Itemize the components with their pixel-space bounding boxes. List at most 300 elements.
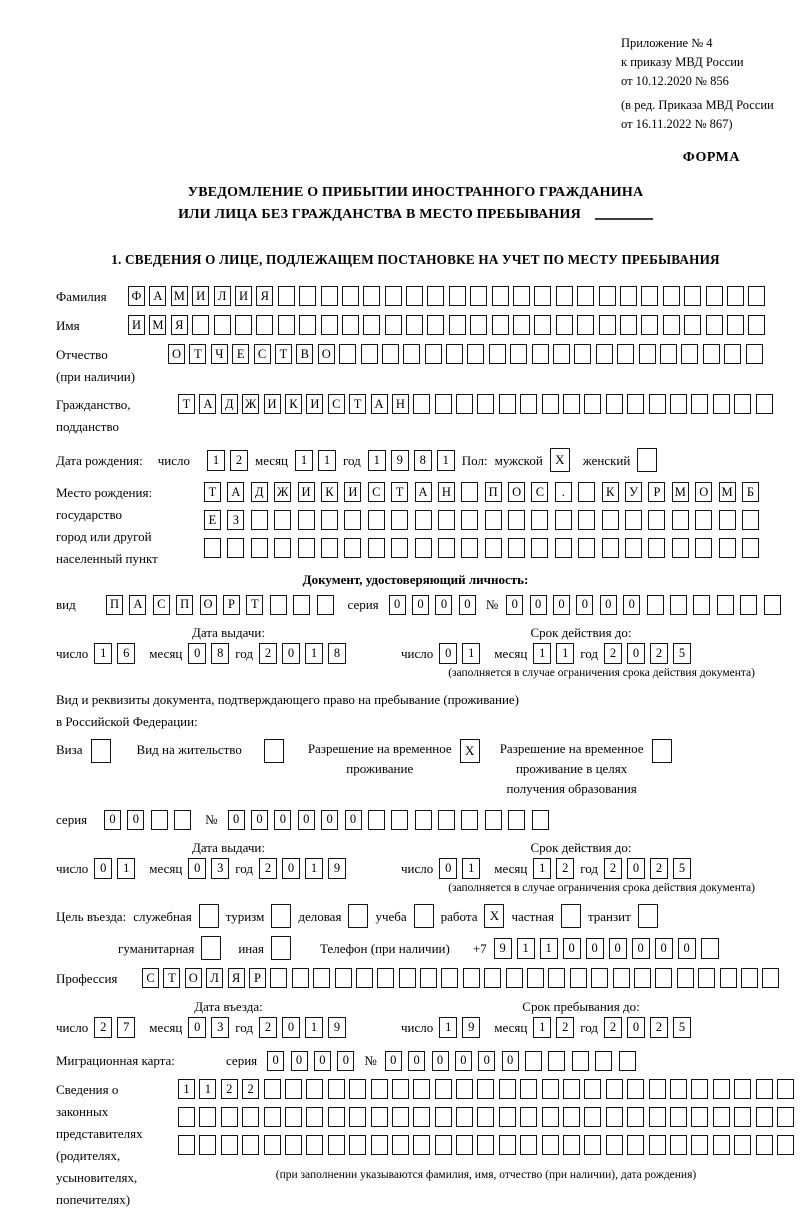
cell[interactable] (684, 286, 701, 306)
cell[interactable]: 0 (502, 1051, 519, 1071)
cell[interactable]: А (129, 595, 146, 615)
cell[interactable]: 8 (414, 450, 432, 471)
cell[interactable] (542, 1135, 559, 1155)
cell[interactable] (756, 1107, 773, 1127)
cell[interactable] (349, 1135, 366, 1155)
cell[interactable] (670, 1107, 687, 1127)
cell[interactable] (613, 968, 630, 988)
cell[interactable]: П (176, 595, 193, 615)
cell[interactable]: 0 (632, 938, 650, 959)
cell[interactable]: 2 (650, 858, 668, 879)
cell[interactable] (413, 1107, 430, 1127)
cell[interactable] (670, 394, 687, 414)
cell[interactable] (639, 344, 656, 364)
cell[interactable] (542, 1079, 559, 1099)
cell[interactable] (555, 538, 572, 558)
cell[interactable] (742, 538, 759, 558)
stay-month-input[interactable] (533, 1017, 574, 1038)
entry-month-input[interactable] (188, 1017, 229, 1038)
cell[interactable] (344, 510, 361, 530)
cell[interactable] (695, 538, 712, 558)
cell[interactable]: З (227, 510, 244, 530)
cell[interactable]: 1 (295, 450, 313, 471)
cell[interactable]: 0 (188, 643, 206, 664)
cell[interactable]: Я (171, 315, 188, 335)
cell[interactable]: В (296, 344, 313, 364)
cell[interactable]: 0 (455, 1051, 472, 1071)
migration-number-input[interactable] (385, 1051, 636, 1071)
cell[interactable] (427, 315, 444, 335)
cell[interactable] (371, 1079, 388, 1099)
cell[interactable] (542, 1107, 559, 1127)
cell[interactable]: 1 (117, 858, 135, 879)
cell[interactable]: 0 (282, 1017, 300, 1038)
cell[interactable] (634, 968, 651, 988)
cell[interactable] (235, 315, 252, 335)
cell[interactable]: 0 (94, 858, 112, 879)
cell[interactable]: И (235, 286, 252, 306)
cell[interactable] (264, 1079, 281, 1099)
cell[interactable] (746, 344, 763, 364)
cell[interactable]: А (199, 394, 216, 414)
cell[interactable] (415, 510, 432, 530)
cell[interactable]: 0 (439, 643, 457, 664)
cell[interactable] (363, 286, 380, 306)
sex-male-checkbox[interactable]: X (550, 448, 570, 472)
cell[interactable] (578, 482, 595, 502)
cell[interactable] (719, 538, 736, 558)
cell[interactable] (602, 510, 619, 530)
birth-month-input[interactable] (295, 450, 336, 471)
cell[interactable] (672, 510, 689, 530)
cell[interactable] (534, 315, 551, 335)
cell[interactable]: И (344, 482, 361, 502)
cell[interactable] (619, 1051, 636, 1071)
cell[interactable]: 2 (221, 1079, 238, 1099)
cell[interactable] (299, 286, 316, 306)
stay-year-input[interactable] (604, 1017, 691, 1038)
cell[interactable]: Д (251, 482, 268, 502)
cell[interactable] (670, 595, 687, 615)
cell[interactable] (556, 286, 573, 306)
cell[interactable] (435, 1107, 452, 1127)
cell[interactable] (563, 1107, 580, 1127)
doc-series-input[interactable] (389, 595, 476, 615)
cell[interactable]: Д (221, 394, 238, 414)
cell[interactable]: 1 (517, 938, 535, 959)
cell[interactable] (506, 968, 523, 988)
cell[interactable] (321, 510, 338, 530)
cell[interactable]: И (192, 286, 209, 306)
cell[interactable]: 0 (267, 1051, 284, 1071)
cell[interactable]: Т (189, 344, 206, 364)
cell[interactable] (756, 1135, 773, 1155)
cell[interactable] (371, 1107, 388, 1127)
cell[interactable]: А (371, 394, 388, 414)
purpose-study-checkbox[interactable] (414, 904, 434, 928)
cell[interactable] (317, 595, 334, 615)
cell[interactable]: 0 (274, 810, 291, 830)
cell[interactable] (477, 1107, 494, 1127)
cell[interactable]: 2 (604, 1017, 622, 1038)
residence-permit-checkbox[interactable] (264, 739, 284, 763)
cell[interactable]: 0 (282, 858, 300, 879)
cell[interactable] (270, 595, 287, 615)
cell[interactable]: 0 (321, 810, 338, 830)
cell[interactable]: 8 (211, 643, 229, 664)
migration-series-input[interactable] (267, 1051, 354, 1071)
cell[interactable]: 2 (259, 1017, 277, 1038)
cell[interactable] (391, 810, 408, 830)
cell[interactable]: 2 (242, 1079, 259, 1099)
cell[interactable]: Т (349, 394, 366, 414)
cell[interactable]: 8 (328, 643, 346, 664)
cell[interactable] (328, 1107, 345, 1127)
profession-input[interactable] (142, 968, 779, 988)
cell[interactable] (178, 1107, 195, 1127)
cell[interactable] (563, 1135, 580, 1155)
cell[interactable] (435, 1079, 452, 1099)
cell[interactable]: 0 (298, 810, 315, 830)
cell[interactable] (555, 510, 572, 530)
doc-number-input[interactable] (506, 595, 780, 615)
cell[interactable] (520, 1107, 537, 1127)
cell[interactable] (293, 595, 310, 615)
cell[interactable] (449, 286, 466, 306)
cell[interactable] (413, 394, 430, 414)
visa-checkbox[interactable] (91, 739, 111, 763)
cell[interactable] (368, 538, 385, 558)
cell[interactable]: 2 (604, 643, 622, 664)
cell[interactable] (256, 315, 273, 335)
cell[interactable] (660, 344, 677, 364)
representatives-row1-input[interactable] (178, 1079, 794, 1099)
cell[interactable] (438, 510, 455, 530)
cell[interactable] (720, 968, 737, 988)
cell[interactable]: 2 (650, 643, 668, 664)
cell[interactable]: Т (246, 595, 263, 615)
cell[interactable]: 0 (576, 595, 593, 615)
valid-year-input[interactable] (604, 643, 691, 664)
cell[interactable]: Т (204, 482, 221, 502)
cell[interactable]: С (142, 968, 159, 988)
cell[interactable] (368, 810, 385, 830)
cell[interactable] (742, 510, 759, 530)
cell[interactable] (740, 595, 757, 615)
phone-input[interactable] (494, 938, 719, 959)
cell[interactable]: 2 (604, 858, 622, 879)
birth-year-input[interactable] (368, 450, 455, 471)
cell[interactable] (548, 968, 565, 988)
cell[interactable]: П (106, 595, 123, 615)
cell[interactable] (477, 1135, 494, 1155)
cell[interactable] (525, 1051, 542, 1071)
cell[interactable] (242, 1135, 259, 1155)
cell[interactable]: Л (206, 968, 223, 988)
cell[interactable] (492, 315, 509, 335)
cell[interactable]: 2 (259, 858, 277, 879)
purpose-business-checkbox[interactable] (348, 904, 368, 928)
cell[interactable]: Ч (211, 344, 228, 364)
cell[interactable] (648, 510, 665, 530)
cell[interactable] (349, 1107, 366, 1127)
cell[interactable]: 1 (368, 450, 386, 471)
res-valid-day-input[interactable] (439, 858, 480, 879)
cell[interactable]: 0 (623, 595, 640, 615)
cell[interactable] (406, 286, 423, 306)
cell[interactable] (371, 1135, 388, 1155)
cell[interactable] (606, 1079, 623, 1099)
cell[interactable] (734, 394, 751, 414)
cell[interactable] (377, 968, 394, 988)
stay-day-input[interactable] (439, 1017, 480, 1038)
cell[interactable]: И (306, 394, 323, 414)
cell[interactable] (499, 1079, 516, 1099)
cell[interactable] (292, 968, 309, 988)
cell[interactable] (534, 286, 551, 306)
cell[interactable] (713, 1107, 730, 1127)
cell[interactable] (508, 810, 525, 830)
cell[interactable] (670, 1135, 687, 1155)
cell[interactable] (278, 315, 295, 335)
res-issue-month-input[interactable] (188, 858, 229, 879)
cell[interactable] (264, 1135, 281, 1155)
cell[interactable]: 0 (627, 643, 645, 664)
cell[interactable] (756, 1079, 773, 1099)
cell[interactable]: Я (228, 968, 245, 988)
cell[interactable]: О (318, 344, 335, 364)
cell[interactable] (342, 286, 359, 306)
cell[interactable] (563, 1079, 580, 1099)
birth-day-input[interactable] (207, 450, 248, 471)
cell[interactable] (719, 510, 736, 530)
cell[interactable]: 0 (478, 1051, 495, 1071)
cell[interactable] (727, 315, 744, 335)
issue-day-input[interactable] (94, 643, 135, 664)
cell[interactable]: 0 (530, 595, 547, 615)
cell[interactable] (727, 286, 744, 306)
cell[interactable]: 2 (556, 1017, 574, 1038)
cell[interactable]: И (264, 394, 281, 414)
cell[interactable]: 2 (94, 1017, 112, 1038)
cell[interactable] (456, 1107, 473, 1127)
cell[interactable] (227, 538, 244, 558)
cell[interactable]: 0 (188, 1017, 206, 1038)
cell[interactable]: Ж (274, 482, 291, 502)
representatives-row3-input[interactable] (178, 1135, 794, 1155)
cell[interactable]: Л (214, 286, 231, 306)
cell[interactable] (270, 968, 287, 988)
cell[interactable] (449, 315, 466, 335)
cell[interactable] (548, 1051, 565, 1071)
purpose-tourism-checkbox[interactable] (271, 904, 291, 928)
surname-input[interactable] (128, 286, 765, 306)
cell[interactable]: 0 (435, 595, 452, 615)
cell[interactable]: М (672, 482, 689, 502)
cell[interactable] (392, 1135, 409, 1155)
cell[interactable] (741, 968, 758, 988)
cell[interactable]: 1 (462, 858, 480, 879)
cell[interactable] (435, 394, 452, 414)
cell[interactable] (192, 315, 209, 335)
cell[interactable] (520, 1135, 537, 1155)
cell[interactable]: С (328, 394, 345, 414)
cell[interactable] (499, 394, 516, 414)
cell[interactable] (477, 394, 494, 414)
cell[interactable] (520, 394, 537, 414)
cell[interactable]: 1 (305, 858, 323, 879)
cell[interactable] (420, 968, 437, 988)
cell[interactable] (648, 538, 665, 558)
cell[interactable] (484, 968, 501, 988)
cell[interactable] (264, 1107, 281, 1127)
doc-kind-input[interactable] (106, 595, 334, 615)
cell[interactable] (620, 315, 637, 335)
cell[interactable]: М (171, 286, 188, 306)
cell[interactable] (242, 1107, 259, 1127)
cell[interactable]: 1 (533, 643, 551, 664)
cell[interactable]: О (200, 595, 217, 615)
cell[interactable]: П (485, 482, 502, 502)
cell[interactable]: О (695, 482, 712, 502)
cell[interactable]: 2 (230, 450, 248, 471)
cell[interactable]: 9 (462, 1017, 480, 1038)
cell[interactable] (691, 1135, 708, 1155)
cell[interactable] (756, 394, 773, 414)
cell[interactable] (627, 1107, 644, 1127)
cell[interactable] (425, 344, 442, 364)
cell[interactable] (713, 1135, 730, 1155)
cell[interactable] (724, 344, 741, 364)
cell[interactable] (691, 1107, 708, 1127)
cell[interactable] (499, 1107, 516, 1127)
cell[interactable]: Т (275, 344, 292, 364)
residence-number-input[interactable] (228, 810, 549, 830)
entry-year-input[interactable] (259, 1017, 346, 1038)
cell[interactable]: С (153, 595, 170, 615)
cell[interactable] (399, 968, 416, 988)
cell[interactable]: О (508, 482, 525, 502)
cell[interactable] (221, 1135, 238, 1155)
purpose-private-checkbox[interactable] (561, 904, 581, 928)
cell[interactable] (385, 286, 402, 306)
cell[interactable]: И (128, 315, 145, 335)
cell[interactable] (691, 394, 708, 414)
cell[interactable] (599, 286, 616, 306)
cell[interactable] (531, 538, 548, 558)
cell[interactable] (595, 1051, 612, 1071)
cell[interactable] (681, 344, 698, 364)
cell[interactable] (706, 315, 723, 335)
cell[interactable] (477, 1079, 494, 1099)
cell[interactable]: 0 (655, 938, 673, 959)
cell[interactable] (748, 315, 765, 335)
cell[interactable] (299, 315, 316, 335)
cell[interactable] (463, 968, 480, 988)
cell[interactable] (606, 1135, 623, 1155)
cell[interactable] (485, 538, 502, 558)
cell[interactable] (174, 810, 191, 830)
cell[interactable] (584, 394, 601, 414)
cell[interactable] (178, 1135, 195, 1155)
cell[interactable] (531, 510, 548, 530)
cell[interactable]: А (227, 482, 244, 502)
cell[interactable] (339, 344, 356, 364)
cell[interactable]: 5 (673, 643, 691, 664)
cell[interactable]: 0 (228, 810, 245, 830)
cell[interactable]: 0 (251, 810, 268, 830)
entry-day-input[interactable] (94, 1017, 135, 1038)
cell[interactable] (649, 394, 666, 414)
cell[interactable]: 1 (207, 450, 225, 471)
cell[interactable]: 0 (586, 938, 604, 959)
cell[interactable] (556, 315, 573, 335)
cell[interactable] (285, 1107, 302, 1127)
cell[interactable]: С (254, 344, 271, 364)
cell[interactable] (677, 968, 694, 988)
cell[interactable] (221, 1107, 238, 1127)
res-issue-year-input[interactable] (259, 858, 346, 879)
cell[interactable] (596, 344, 613, 364)
cell[interactable] (513, 315, 530, 335)
cell[interactable] (691, 1079, 708, 1099)
cell[interactable] (762, 968, 779, 988)
cell[interactable] (328, 1079, 345, 1099)
cell[interactable]: Р (223, 595, 240, 615)
cell[interactable] (748, 286, 765, 306)
cell[interactable]: 0 (600, 595, 617, 615)
cell[interactable] (306, 1079, 323, 1099)
sex-female-checkbox[interactable] (637, 448, 657, 472)
cell[interactable]: 0 (345, 810, 362, 830)
representatives-row2-input[interactable] (178, 1107, 794, 1127)
cell[interactable] (734, 1079, 751, 1099)
purpose-official-checkbox[interactable] (199, 904, 219, 928)
cell[interactable] (382, 344, 399, 364)
cell[interactable] (321, 315, 338, 335)
cell[interactable] (663, 315, 680, 335)
cell[interactable] (392, 1107, 409, 1127)
cell[interactable] (647, 595, 664, 615)
cell[interactable]: А (415, 482, 432, 502)
cell[interactable] (627, 1135, 644, 1155)
cell[interactable] (406, 315, 423, 335)
cell[interactable] (321, 538, 338, 558)
cell[interactable] (413, 1135, 430, 1155)
cell[interactable] (513, 286, 530, 306)
cell[interactable] (251, 510, 268, 530)
cell[interactable] (461, 482, 478, 502)
cell[interactable]: 0 (385, 1051, 402, 1071)
cell[interactable]: Р (648, 482, 665, 502)
cell[interactable] (591, 968, 608, 988)
cell[interactable] (461, 810, 478, 830)
cell[interactable] (298, 538, 315, 558)
cell[interactable]: И (298, 482, 315, 502)
cell[interactable] (489, 344, 506, 364)
cell[interactable] (713, 394, 730, 414)
res-valid-month-input[interactable] (533, 858, 574, 879)
cell[interactable]: 1 (556, 643, 574, 664)
cell[interactable] (532, 344, 549, 364)
cell[interactable]: 5 (673, 858, 691, 879)
cell[interactable] (706, 286, 723, 306)
cell[interactable]: 0 (389, 595, 406, 615)
cell[interactable]: 0 (314, 1051, 331, 1071)
cell[interactable] (584, 1107, 601, 1127)
purpose-humanitarian-checkbox[interactable] (201, 936, 221, 960)
cell[interactable]: 0 (609, 938, 627, 959)
